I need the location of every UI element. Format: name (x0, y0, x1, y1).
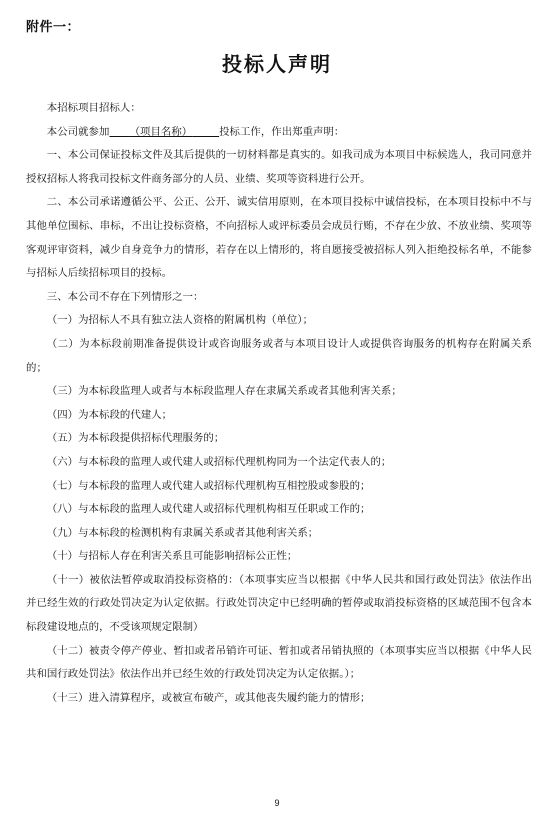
paragraph-1: 一、本公司保证投标文件及其后提供的一切材料都是真实的。如我司成为本项目中标候选人，我司同意并授权招标人将我司投标文件商务部分的人员、业绩、奖项等资料进行公开。 (26, 149, 532, 185)
list-item: （四）为本标段的代建人； (46, 408, 173, 421)
intro-suffix: 投标工作，作出郑重声明： (219, 125, 345, 138)
paragraph-2: 二、本公司承诺遵循公平、公正、公开、诚实信用原则，在本项目投标中诚信投标，在本项目投标中不与其他单位围标、串标，不出让投标资格，不向招标人或评标委员会成员行贿，不存在少放、不放业绩、奖项等客观评审资料，减少自身竞争力的情形，若存在以上情形的，将自愿接受被招标人列入拒绝投标名单，不能参与招标人后续招标项目的投标。 (26, 196, 532, 280)
list-item: （三）为本标段监理人或者与本标段监理人存在隶属关系或者其他利害关系； (46, 385, 402, 398)
page-number: 9 (274, 798, 280, 808)
list-item: （六）与本标段的监理人或代建人或招标代理机构同为一个法定代表人的； (46, 455, 392, 468)
project-name-blank (109, 126, 219, 138)
attachment-label: 附件一： (26, 20, 81, 35)
document-body (26, 97, 532, 710)
list-item: （一）为招标人不具有独立法人资格的附属机构（单位）； (46, 314, 314, 327)
project-name-placeholder: （项目名称） (129, 125, 193, 138)
blank-pre (109, 126, 129, 138)
list-item: （九）与本标段的检测机构有隶属关系或者其他利害关系； (46, 526, 319, 539)
list-item: （十二）被责令停产停业、暂扣或者吊销许可证、暂扣或者吊销执照的（本项事实应当以根据《中华人民共和国行政处罚法》依法作出并已经生效的行政处罚决定为认定依据。）； (26, 644, 532, 681)
document-title: 投标人声明 (222, 52, 332, 76)
blank-post (192, 126, 219, 138)
list-item: （十三）进入清算程序，或被宣布破产，或其他丧失履约能力的情形； (46, 691, 371, 704)
intro-prefix: 本公司就参加 (46, 125, 110, 138)
list-item: （十一）被依法暂停或取消投标资格的：（本项事实应当以根据《中华人民共和国行政处罚法》依法作出并已经生效的行政处罚决定为认定依据。行政处罚决定中已经明确的暂停或取消投标资格的区域范围不包含本标段建设地点的，不受该项规定限制） (26, 573, 532, 634)
salutation: 本招标项目招标人： (46, 102, 141, 114)
list-item: （二）为本标段前期准备提供设计或咨询服务或者与本项目设计人或提供咨询服务的机构存在附属关系的； (26, 337, 532, 374)
list-item: （八）与本标段的监理人或代建人或招标代理机构相互任职或工作的； (46, 503, 371, 516)
list-item: （七）与本标段的监理人或代建人或招标代理机构互相控股或参股的； (46, 479, 371, 492)
list-item: （五）为本标段提供招标代理服务的； (46, 432, 225, 445)
paragraph-3: 三、本公司不存在下列情形之一： (46, 290, 204, 303)
intro-line (26, 121, 532, 145)
list-item: （十）与招标人存在利害关系且可能影响招标公正性； (46, 550, 298, 563)
